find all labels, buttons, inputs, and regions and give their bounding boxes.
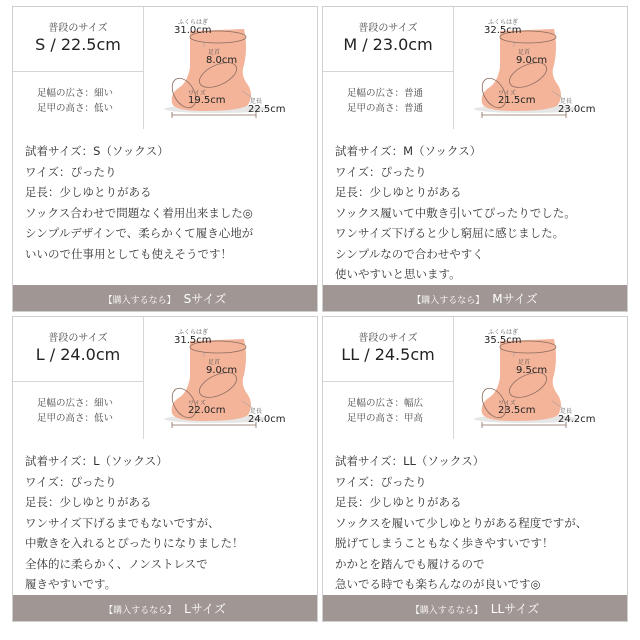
wise-label: ワイズ bbox=[188, 400, 206, 407]
usual-size-panel bbox=[13, 317, 144, 439]
instep-height-attr: 足甲の高さ：甲高 bbox=[347, 413, 424, 424]
review-line: 全体的に柔らかく、ノンストレスで bbox=[25, 556, 208, 571]
calf-value: 35.5cm bbox=[484, 335, 522, 346]
ankle-label: 足首 bbox=[518, 49, 531, 56]
calf-value: 32.5cm bbox=[484, 25, 522, 36]
buy-size-prefix: 【購入するなら】 bbox=[103, 296, 176, 306]
foot-diagram-icon bbox=[454, 317, 627, 439]
ankle-label: 足首 bbox=[518, 359, 531, 366]
wise-label: ワイズ bbox=[188, 90, 206, 97]
card-header bbox=[323, 7, 627, 129]
ankle-value: 9.0cm bbox=[206, 365, 238, 376]
calf-label: ふくらはぎ bbox=[488, 329, 519, 336]
review-line: いいので仕事用としても使えそうです！ bbox=[25, 246, 232, 261]
card-header bbox=[13, 7, 317, 129]
usual-size-panel bbox=[13, 7, 144, 129]
review-card bbox=[322, 6, 628, 312]
usual-size-label: 普段のサイズ bbox=[48, 333, 108, 344]
usual-size-panel bbox=[323, 317, 454, 439]
foot-measurement-diagram bbox=[454, 317, 627, 439]
ankle-value: 9.0cm bbox=[516, 55, 548, 66]
review-line: 使いやすいと思います。 bbox=[335, 267, 461, 281]
review-line: ワイズ：ぴったり bbox=[335, 164, 427, 179]
review-line: ソックス履いて中敷き引いてぴったりでした。 bbox=[335, 205, 576, 220]
ankle-label: 足首 bbox=[208, 49, 221, 56]
buy-size-button[interactable] bbox=[323, 285, 627, 311]
review-line: 試着サイズ：LL（ソックス） bbox=[335, 454, 485, 468]
card-header bbox=[13, 317, 317, 439]
usual-size-value: LL / 24.5cm bbox=[341, 345, 435, 364]
review-text bbox=[25, 451, 309, 595]
review-line: ワイズ：ぴったり bbox=[25, 164, 117, 179]
review-line: 足長：少しゆとりがある bbox=[25, 185, 152, 199]
wise-label: ワイズ bbox=[498, 400, 516, 407]
usual-size-label: 普段のサイズ bbox=[48, 23, 108, 34]
review-line: ワイズ：ぴったり bbox=[335, 474, 427, 489]
review-text bbox=[335, 141, 619, 285]
review-line: 急いでる時でも楽ちんなのが良いです◎ bbox=[335, 577, 541, 591]
wise-value: 23.5cm bbox=[498, 405, 536, 416]
review-line: 試着サイズ：L（ソックス） bbox=[25, 454, 168, 468]
length-value: 22.5cm bbox=[248, 104, 286, 115]
review-line: 試着サイズ：M（ソックス） bbox=[335, 144, 482, 158]
wise-label: ワイズ bbox=[498, 90, 516, 97]
review-line: 足長：少しゆとりがある bbox=[335, 185, 462, 199]
review-line: 中敷きを入れるとぴったりになりました！ bbox=[25, 536, 244, 550]
buy-size-label: Sサイズ bbox=[183, 292, 227, 306]
foot-width-attr: 足幅の広さ：細い bbox=[37, 398, 114, 409]
review-card bbox=[12, 6, 318, 312]
wise-value: 19.5cm bbox=[188, 95, 226, 106]
review-line: 履きやすいです。 bbox=[25, 577, 117, 591]
review-card bbox=[322, 316, 628, 622]
foot-diagram-icon bbox=[454, 7, 627, 129]
foot-width-attr: 足幅の広さ：幅広 bbox=[347, 398, 424, 409]
foot-diagram-icon bbox=[144, 7, 317, 129]
review-text bbox=[335, 451, 619, 595]
instep-height-attr: 足甲の高さ：低い bbox=[37, 413, 114, 424]
review-line: 脱げてしまうこともなく歩きやすいです！ bbox=[335, 536, 554, 550]
review-line: ワンサイズ下げるまでもないですが、 bbox=[25, 515, 220, 530]
buy-size-label: LLサイズ bbox=[490, 602, 540, 616]
foot-width-attr: 足幅の広さ：細い bbox=[37, 88, 114, 99]
buy-size-button[interactable] bbox=[13, 595, 317, 621]
ankle-value: 8.0cm bbox=[206, 55, 238, 66]
review-line: かかとを踏んでも履けるので bbox=[335, 556, 485, 571]
length-label: 足長 bbox=[250, 408, 263, 415]
calf-value: 31.0cm bbox=[174, 25, 212, 36]
usual-size-label: 普段のサイズ bbox=[358, 23, 418, 34]
ankle-value: 9.5cm bbox=[516, 365, 548, 376]
length-value: 24.2cm bbox=[558, 414, 596, 425]
usual-size-value: L / 24.0cm bbox=[35, 345, 121, 364]
usual-size-box bbox=[13, 7, 143, 72]
review-line: シンプルなので合わせやすく bbox=[335, 246, 484, 261]
review-line: 試着サイズ：S（ソックス） bbox=[25, 144, 169, 158]
foot-measurement-diagram bbox=[144, 317, 317, 439]
usual-size-value: S / 22.5cm bbox=[35, 35, 121, 54]
review-line: シンプルデザインで、柔らかくて履き心地が bbox=[25, 226, 254, 240]
review-line: ワイズ：ぴったり bbox=[25, 474, 117, 489]
length-label: 足長 bbox=[250, 98, 263, 105]
buy-size-label: Mサイズ bbox=[492, 292, 538, 306]
usual-size-value: M / 23.0cm bbox=[343, 35, 433, 54]
review-line: 足長：少しゆとりがある bbox=[25, 495, 152, 509]
length-value: 23.0cm bbox=[558, 104, 596, 115]
review-line: ソックス合わせで問題なく着用出来ました◎ bbox=[25, 205, 253, 220]
wise-value: 22.0cm bbox=[188, 405, 226, 416]
review-line: ワンサイズ下げると少し窮屈に感じました。 bbox=[335, 226, 565, 240]
foot-width-attr: 足幅の広さ：普通 bbox=[347, 88, 424, 99]
review-card bbox=[12, 316, 318, 622]
calf-label: ふくらはぎ bbox=[178, 19, 209, 26]
usual-size-label: 普段のサイズ bbox=[358, 333, 418, 344]
calf-label: ふくらはぎ bbox=[488, 19, 519, 26]
calf-value: 31.5cm bbox=[174, 335, 212, 346]
review-line: ソックスを履いて少しゆとりがある程度ですが、 bbox=[335, 515, 588, 530]
review-text bbox=[25, 141, 309, 264]
buy-size-prefix: 【購入するなら】 bbox=[412, 296, 485, 306]
calf-label: ふくらはぎ bbox=[178, 329, 209, 336]
buy-size-prefix: 【購入するなら】 bbox=[104, 606, 177, 616]
length-label: 足長 bbox=[560, 98, 573, 105]
review-line: 足長：少しゆとりがある bbox=[335, 495, 462, 509]
instep-height-attr: 足甲の高さ：普通 bbox=[347, 103, 424, 114]
foot-diagram-icon bbox=[144, 317, 317, 439]
foot-measurement-diagram bbox=[144, 7, 317, 129]
usual-size-box bbox=[323, 317, 453, 382]
usual-size-panel bbox=[323, 7, 454, 129]
buy-size-label: Lサイズ bbox=[184, 602, 226, 616]
ankle-label: 足首 bbox=[208, 359, 221, 366]
usual-size-box bbox=[323, 7, 453, 72]
instep-height-attr: 足甲の高さ：低い bbox=[37, 103, 114, 114]
usual-size-box bbox=[13, 317, 143, 382]
card-header bbox=[323, 317, 627, 439]
wise-value: 21.5cm bbox=[498, 95, 536, 106]
foot-measurement-diagram bbox=[454, 7, 627, 129]
length-value: 24.0cm bbox=[248, 414, 286, 425]
length-label: 足長 bbox=[560, 408, 573, 415]
buy-size-prefix: 【購入するなら】 bbox=[410, 606, 483, 616]
buy-size-button[interactable] bbox=[323, 595, 627, 621]
buy-size-button[interactable] bbox=[13, 285, 317, 311]
